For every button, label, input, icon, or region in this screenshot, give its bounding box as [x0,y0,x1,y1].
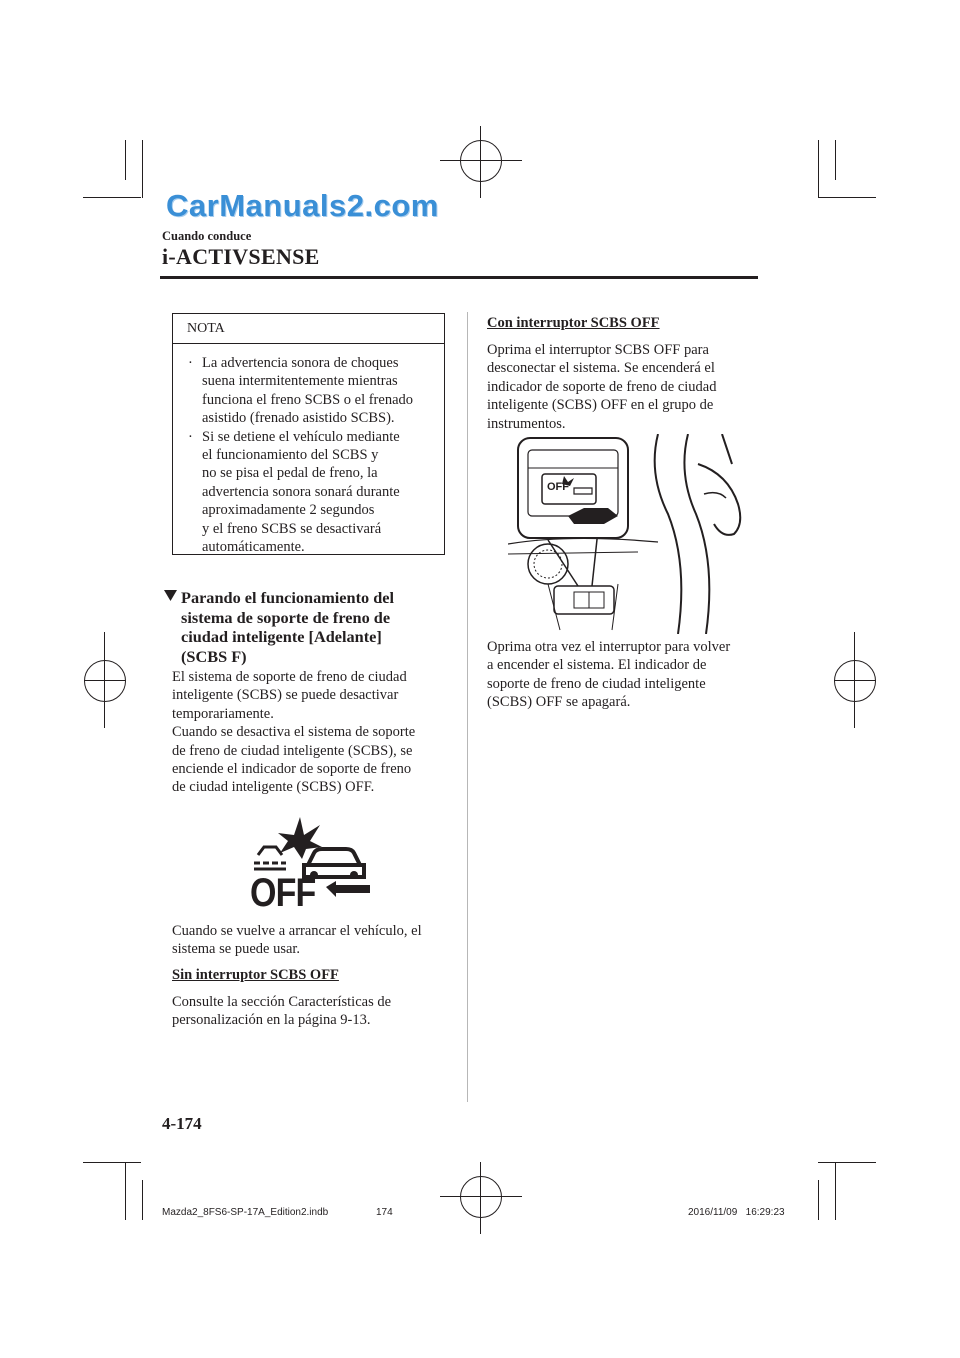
title-rule [160,276,758,279]
switch-off-label: OFF [547,481,569,493]
watermark: CarManuals2.com [166,188,439,223]
bullet-dot: · [188,428,193,445]
footer-filename: Mazda2_8FS6-SP-17A_Edition2.indb [162,1207,329,1218]
paragraph-press-again: Oprima otra vez el interruptor para volver a encender el sistema. El indicador de soporte de freno de ciudad inteligente (SCBS) OFF se apagará. [487,639,731,711]
bullet-dot: · [188,355,193,371]
page-number: 4-174 [162,1114,202,1133]
dashboard-switch-image [508,434,758,634]
paragraph-press-switch: Oprima el interruptor SCBS OFF para desconectar el sistema. Se encenderá el indicador de soporte de freno de ciudad inteligente (SCBS) OFF en el grupo de instrumentos. [487,342,717,432]
note-bullet [185,428,440,557]
subheading-with-switch: Con interruptor SCBS OFF [487,315,660,331]
paragraph-disable-info: El sistema de soporte de freno de ciudad inteligente (SCBS) se puede desactivar temporariamente. Cuando se desactiva el sistema de soporte de freno de ciudad inteligente (SCBS), se enciende el indicador de soporte de freno de ciudad inteligente (SCBS) OFF. [172,669,416,796]
note-bullet-text: La advertencia sonora de choques suena intermitentemente mientras funciona el freno SCBS o el frenado asistido (frenado asistido SCBS). [202,355,414,427]
note-bullet-text: Si se detiene el vehículo mediante el funcionamiento del SCBS y no se pisa el pedal de freno, la advertencia sonora sonará durante aproximadamente 2 segundos y el freno SCBS se desactivará automáticamente. [202,428,400,556]
triangle-icon [164,590,177,601]
indicator-off-text: OFF [250,871,316,915]
footer-timestamp: 2016/11/09 16:29:23 [688,1207,785,1218]
note-body [185,354,440,556]
section-heading-text: Parando el funcionamiento del sistema de soporte de freno de ciudad inteligente [Adelante] (SCBS F) [181,588,395,666]
footer-sheet: 174 [376,1207,393,1218]
section-label: Cuando conduce [162,229,252,243]
column-divider [467,312,468,1102]
note-title: NOTA [173,314,444,344]
scbs-off-indicator [250,815,374,919]
section-title: i-ACTIVSENSE [162,244,320,269]
subheading-without-switch: Sin interruptor SCBS OFF [172,967,339,983]
note-box [172,313,445,555]
switch-illustration [508,434,758,634]
paragraph-restart: Cuando se vuelve a arrancar el vehículo, el sistema se puede usar. [172,923,422,958]
paragraph-customization: Consulte la sección Características de personalización en la página 9-13. [172,994,392,1029]
note-bullet [185,354,440,428]
